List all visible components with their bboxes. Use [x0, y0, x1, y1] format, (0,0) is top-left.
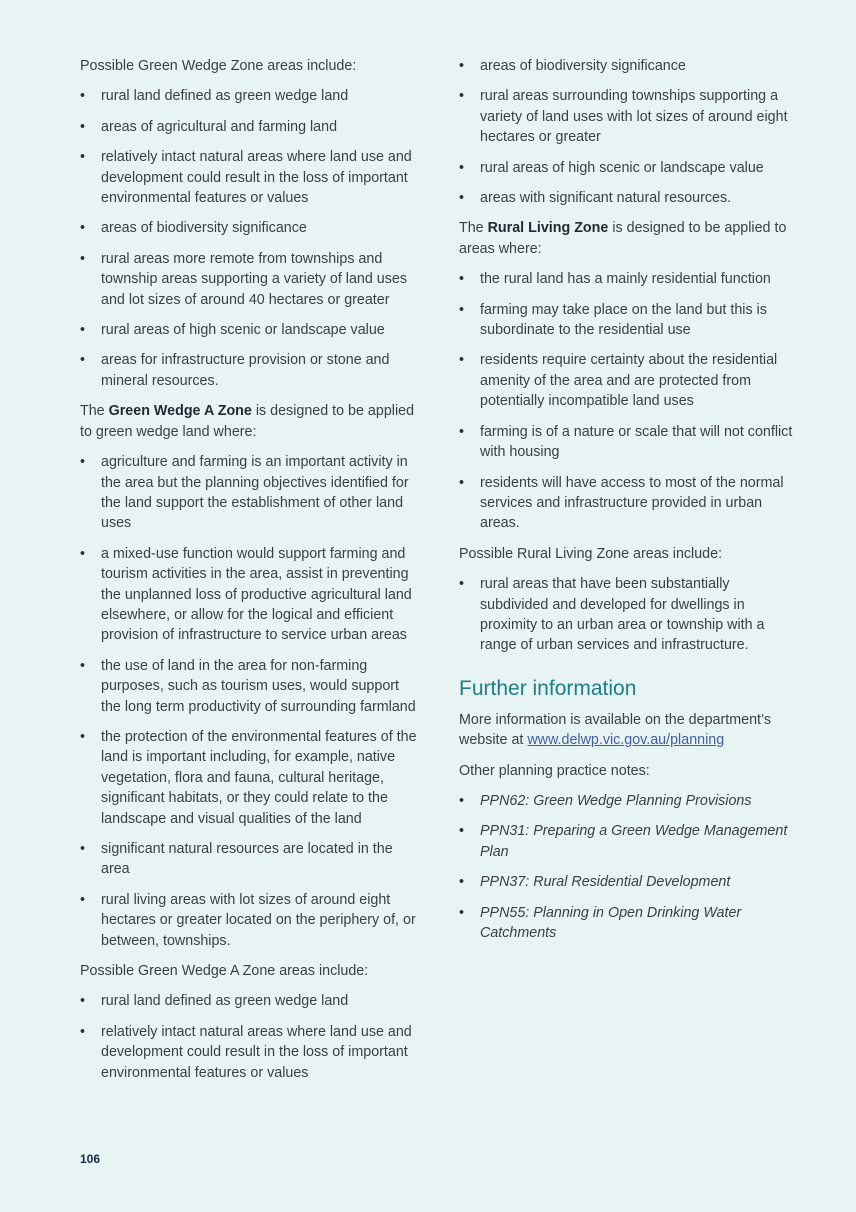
list-item: • the protection of the environmental features of the land is important including, for example, native vegetation, flora and fauna, cultural heritage, significant habitats, or they could relate to the landscape and visual qualities of the land	[80, 727, 422, 829]
list-item: • significant natural resources are located in the area	[80, 839, 422, 880]
list-item: • the rural land has a mainly residential function	[459, 269, 794, 289]
delwp-planning-link[interactable]: www.delwp.vic.gov.au/planning	[527, 732, 725, 749]
left-column	[80, 56, 422, 1093]
practice-notes-list	[459, 791, 794, 943]
list-item: • the use of land in the area for non-farming purposes, such as tourism uses, would support the long term productivity of surrounding farmland	[80, 656, 422, 717]
list-item: • relatively intact natural areas where land use and development could result in the loss of important environmental features or values	[80, 1022, 422, 1083]
list-item: • areas with significant natural resources.	[459, 188, 794, 208]
rlz-paragraph: The Rural Living Zone is designed to be applied to areas where:	[459, 220, 787, 257]
gw-areas-intro: Possible Green Wedge Zone areas include:	[80, 58, 357, 74]
list-item: • PPN62: Green Wedge Planning Provisions	[459, 791, 794, 811]
rlz-term: Rural Living Zone	[487, 220, 609, 237]
list-item: • rural areas of high scenic or landscape value	[80, 320, 422, 340]
list-item: • residents will have access to most of the normal services and infrastructure provided in urban areas.	[459, 473, 794, 534]
right-column	[459, 56, 794, 953]
rlz-areas-intro: Possible Rural Living Zone areas include:	[459, 545, 723, 562]
gw-areas-list	[80, 86, 422, 391]
gwa-criteria-list	[80, 452, 422, 951]
gwa-areas-list	[80, 991, 422, 1083]
list-item: • areas of biodiversity significance	[80, 218, 422, 238]
list-item: • areas of agricultural and farming land	[80, 117, 422, 137]
list-item: • agriculture and farming is an important activity in the area but the planning objectives identified for the land support the establishment of other land uses	[80, 452, 422, 534]
list-item: • rural areas that have been substantially subdivided and developed for dwellings in proximity to an urban area or township with a range of urban services and infrastructure.	[459, 574, 794, 656]
list-item: • residents require certainty about the residential amenity of the area and are protected from potentially incompatible land uses	[459, 350, 794, 411]
list-item: • a mixed-use function would support farming and tourism activities in the area, assist in preventing the unplanned loss of productive agricultural land elsewhere, or allow for the logical and efficient provision of infrastructure to service urban areas	[80, 544, 422, 646]
gwa-zone-term: Green Wedge A Zone	[108, 403, 252, 420]
gwa-areas-intro: Possible Green Wedge A Zone areas include:	[80, 963, 369, 980]
list-item: • PPN31: Preparing a Green Wedge Management Plan	[459, 821, 794, 862]
list-item: • PPN55: Planning in Open Drinking Water Catchments	[459, 903, 794, 944]
list-item: • rural land defined as green wedge land	[80, 991, 422, 1011]
gwa-zone-paragraph: The Green Wedge A Zone is designed to be applied to green wedge land where:	[80, 403, 415, 440]
list-item: • rural land defined as green wedge land	[80, 86, 422, 106]
gwa-areas-list-continued	[459, 56, 794, 208]
list-item: • PPN37: Rural Residential Development	[459, 872, 794, 892]
other-notes-intro: Other planning practice notes:	[459, 762, 650, 779]
further-information-heading: Further information	[459, 676, 637, 700]
list-item: • areas of biodiversity significance	[459, 56, 794, 76]
list-item: • relatively intact natural areas where land use and development could result in the loss of important environmental features or values	[80, 147, 422, 208]
list-item: • rural areas surrounding townships supporting a variety of land uses with lot sizes of around eight hectares or greater	[459, 86, 794, 147]
list-item: • rural areas of high scenic or landscape value	[459, 158, 794, 178]
page-number: 106	[80, 1152, 101, 1166]
list-item: • areas for infrastructure provision or stone and mineral resources.	[80, 350, 422, 391]
list-item: • rural areas more remote from townships and township areas supporting a variety of land uses and lot sizes of around 40 hectares or greater	[80, 249, 422, 310]
list-item: • farming is of a nature or scale that will not conflict with housing	[459, 422, 794, 463]
rlz-criteria-list	[459, 269, 794, 533]
rlz-areas-list	[459, 574, 794, 656]
more-info-paragraph: More information is available on the department’s website at www.delwp.vic.gov.au/planning	[459, 711, 772, 749]
list-item: • farming may take place on the land but this is subordinate to the residential use	[459, 300, 794, 341]
list-item: • rural living areas with lot sizes of around eight hectares or greater located on the periphery of, or between, townships.	[80, 890, 422, 951]
